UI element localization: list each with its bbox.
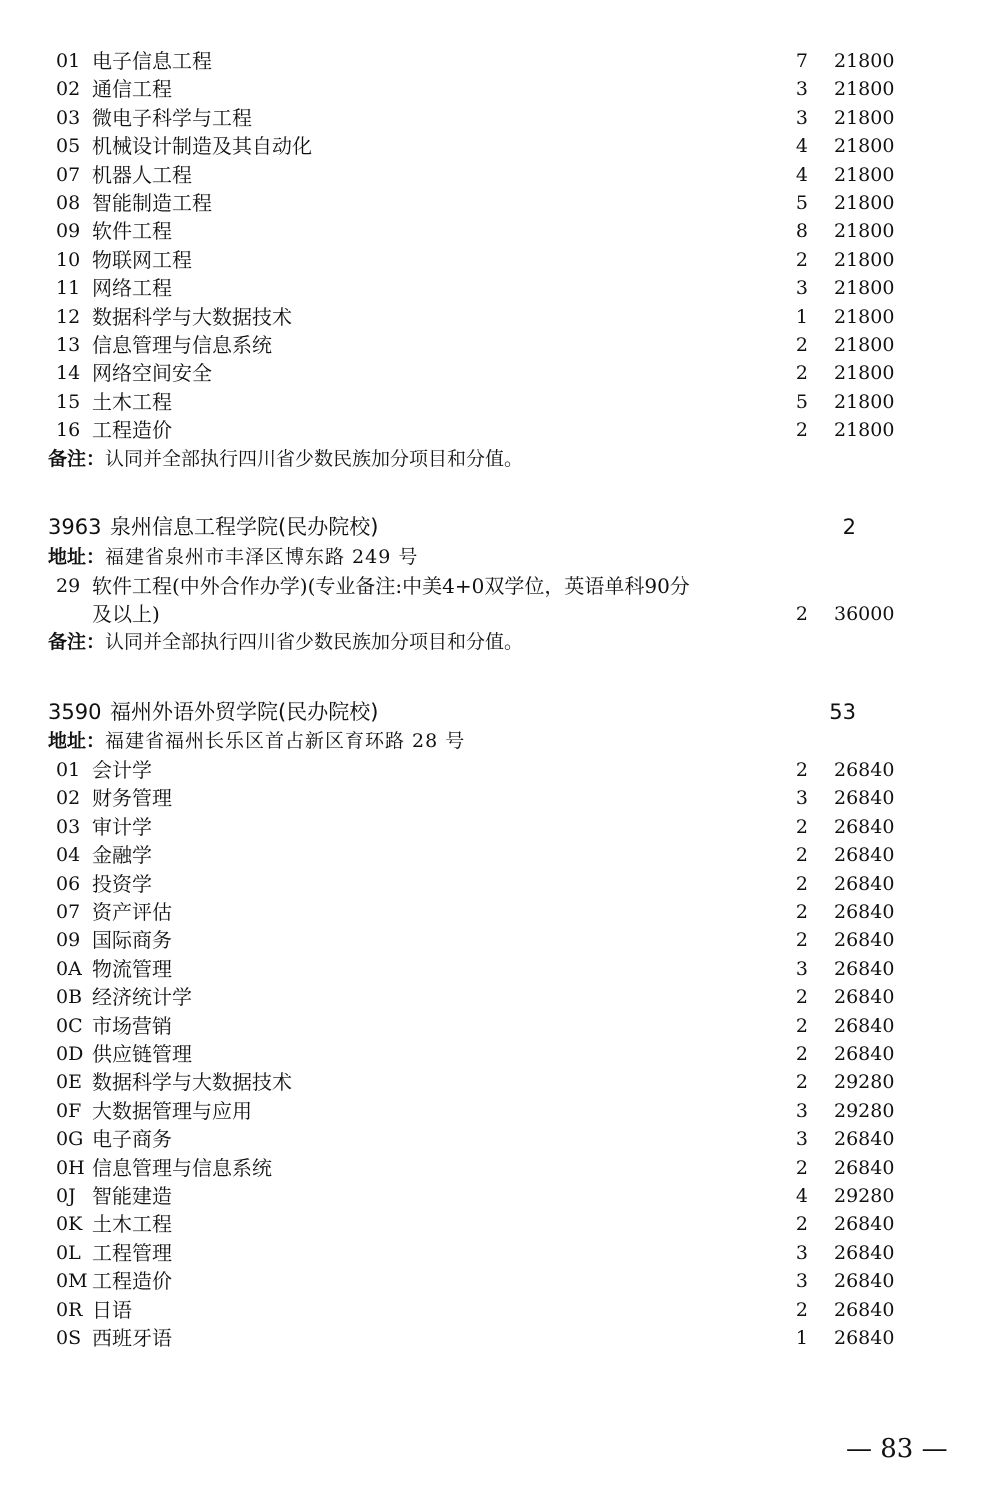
list-item <box>0 1154 1000 1182</box>
major-name: 会计学 <box>92 758 152 782</box>
list-item <box>0 161 1000 189</box>
major-code: 06 <box>56 872 81 895</box>
plan-count: 2 <box>795 1071 808 1094</box>
address-text: 福建省福州长乐区首占新区育环路 28 号 <box>105 730 466 752</box>
school2-note <box>48 628 523 656</box>
major-name: 土木工程 <box>92 389 172 414</box>
school-header <box>48 511 948 543</box>
major-code: 02 <box>56 787 81 810</box>
list-item <box>0 1097 1000 1125</box>
plan-count: 4 <box>795 163 808 186</box>
tuition-fee: 21800 <box>834 192 895 214</box>
major-name: 投资学 <box>92 871 152 896</box>
major-code: 03 <box>56 815 81 838</box>
list-item <box>0 359 1000 387</box>
plan-count: 2 <box>795 1156 808 1179</box>
plan-count: 3 <box>795 787 808 810</box>
tuition-fee: 26840 <box>834 929 895 952</box>
major-name: 金融学 <box>92 843 152 868</box>
plan-count: 4 <box>795 135 808 158</box>
tuition-fee: 21800 <box>834 362 895 385</box>
note-text: 认同并全部执行四川省少数民族加分项目和分值。 <box>105 631 524 653</box>
tuition-fee: 21800 <box>834 78 895 101</box>
major-code: 0A <box>56 957 82 980</box>
plan-count: 2 <box>795 901 808 923</box>
major-name-line2: 及以上) <box>92 602 160 626</box>
school-code: 3963 <box>48 515 102 539</box>
tuition-fee: 26840 <box>834 844 895 867</box>
list-item <box>0 416 1000 444</box>
tuition-fee: 26840 <box>834 1128 895 1151</box>
major-code: 09 <box>56 220 81 243</box>
list-item <box>0 1040 1000 1068</box>
major-name: 数据科学与大数据技术 <box>92 1070 292 1095</box>
plan-count: 3 <box>795 1270 808 1293</box>
major-code: 0H <box>56 1156 85 1179</box>
list-item <box>0 756 1000 784</box>
list-item <box>0 189 1000 217</box>
list-item <box>0 1210 1000 1238</box>
major-code: 0C <box>56 1014 83 1037</box>
major-code: 0M <box>56 1270 88 1293</box>
major-code: 0K <box>56 1213 83 1236</box>
plan-count: 1 <box>795 1327 808 1349</box>
plan-count: 5 <box>795 390 808 413</box>
major-name: 日语 <box>92 1297 132 1322</box>
major-code: 29 <box>56 575 81 597</box>
major-name: 西班牙语 <box>92 1326 172 1350</box>
major-name: 机器人工程 <box>92 162 192 187</box>
list-item <box>0 1267 1000 1295</box>
tuition-fee: 26840 <box>834 1270 895 1293</box>
plan-count: 4 <box>795 1185 808 1207</box>
plan-count: 2 <box>795 815 808 838</box>
plan-count: 3 <box>795 1241 808 1264</box>
major-name: 网络空间安全 <box>92 361 212 386</box>
major-code: 10 <box>56 248 81 271</box>
major-code: 0G <box>56 1128 84 1151</box>
major-code: 01 <box>56 759 81 781</box>
major-code: 09 <box>56 929 81 952</box>
plan-count: 8 <box>795 220 808 243</box>
plan-count: 3 <box>795 106 808 129</box>
list-item <box>0 1068 1000 1096</box>
list-item <box>0 1012 1000 1040</box>
school-name: 泉州信息工程学院(民办院校) <box>110 515 379 539</box>
list-item <box>0 47 1000 75</box>
major-name: 资产评估 <box>92 900 172 924</box>
page-number: — 83 — <box>846 1434 948 1464</box>
section1-note <box>48 445 523 473</box>
major-name: 通信工程 <box>92 77 172 102</box>
list-item <box>0 841 1000 869</box>
school-address <box>48 543 418 571</box>
note-label: 备注： <box>48 631 106 653</box>
major-code: 03 <box>56 106 81 129</box>
tuition-fee: 26840 <box>834 1213 895 1236</box>
plan-count: 2 <box>795 1213 808 1236</box>
major-code: 0E <box>56 1071 82 1094</box>
list-item <box>0 388 1000 416</box>
list-item <box>0 955 1000 983</box>
major-code: 01 <box>56 50 81 72</box>
list-item <box>0 1296 1000 1324</box>
address-label: 地址： <box>48 730 106 752</box>
major-name: 软件工程 <box>92 219 172 244</box>
major-name: 大数据管理与应用 <box>92 1098 252 1123</box>
plan-count: 2 <box>795 844 808 867</box>
major-name: 微电子科学与工程 <box>92 105 252 130</box>
major-name: 机械设计制造及其自动化 <box>92 134 312 159</box>
major-name: 物联网工程 <box>92 247 192 272</box>
tuition-fee: 26840 <box>834 1043 895 1065</box>
tuition-fee: 26840 <box>834 815 895 838</box>
major-code: 07 <box>56 901 81 923</box>
plan-count: 2 <box>795 419 808 442</box>
major-name: 审计学 <box>92 814 152 839</box>
list-item <box>0 983 1000 1011</box>
list-item <box>0 217 1000 245</box>
plan-count: 1 <box>795 305 808 328</box>
school-address <box>48 727 465 755</box>
tuition-fee: 29280 <box>834 1099 895 1122</box>
major-name: 信息管理与信息系统 <box>92 1155 272 1180</box>
tuition-fee: 21800 <box>834 248 895 271</box>
major-code: 12 <box>56 305 81 328</box>
tuition-fee: 21800 <box>834 50 895 72</box>
major-name: 土木工程 <box>92 1212 172 1237</box>
plan-count: 2 <box>795 603 808 625</box>
school-total-plan: 53 <box>829 700 856 724</box>
list-item <box>0 104 1000 132</box>
tuition-fee: 21800 <box>834 305 895 328</box>
major-code: 13 <box>56 334 81 356</box>
note-label: 备注： <box>48 448 106 470</box>
tuition-fee: 26840 <box>834 872 895 895</box>
tuition-fee: 26840 <box>834 1241 895 1264</box>
major-code: 07 <box>56 163 81 186</box>
school-code: 3590 <box>48 700 102 724</box>
major-code: 05 <box>56 135 81 158</box>
major-code: 0L <box>56 1241 81 1264</box>
major-code: 16 <box>56 419 81 442</box>
plan-count: 2 <box>795 1014 808 1037</box>
tuition-fee: 26840 <box>834 1327 895 1349</box>
major-name: 网络工程 <box>92 276 172 301</box>
major-name: 电子信息工程 <box>92 49 212 73</box>
major-code: 08 <box>56 192 81 214</box>
school-total-plan: 2 <box>842 515 856 539</box>
tuition-fee: 29280 <box>834 1185 895 1207</box>
major-code: 0R <box>56 1298 83 1321</box>
plan-count: 3 <box>795 277 808 300</box>
plan-count: 7 <box>795 50 808 72</box>
plan-count: 2 <box>795 248 808 271</box>
plan-count: 3 <box>795 78 808 101</box>
major-name: 工程造价 <box>92 418 172 443</box>
major-name: 物流管理 <box>92 956 172 981</box>
tuition-fee: 21800 <box>834 135 895 158</box>
address-label: 地址： <box>48 546 106 568</box>
major-code: 15 <box>56 390 81 413</box>
major-code: 11 <box>56 277 81 300</box>
major-name: 电子商务 <box>92 1127 172 1152</box>
tuition-fee: 21800 <box>834 106 895 129</box>
major-name: 智能制造工程 <box>92 191 212 215</box>
list-item <box>0 1182 1000 1210</box>
list-item <box>0 784 1000 812</box>
list-item <box>0 813 1000 841</box>
tuition-fee: 21800 <box>834 419 895 442</box>
major-name-line1: 软件工程(中外合作办学)(专业备注:中美4+0双学位，英语单科90分 <box>92 574 690 598</box>
major-name: 财务管理 <box>92 786 172 811</box>
plan-count: 2 <box>795 1298 808 1321</box>
major-name: 智能建造 <box>92 1184 172 1208</box>
major-name: 工程管理 <box>92 1240 172 1265</box>
major-name: 信息管理与信息系统 <box>92 333 272 357</box>
plan-count: 3 <box>795 1128 808 1151</box>
list-item <box>0 246 1000 274</box>
plan-count: 2 <box>795 929 808 952</box>
school-name: 福州外语外贸学院(民办院校) <box>110 700 379 724</box>
major-name: 工程造价 <box>92 1269 172 1294</box>
list-item <box>0 1324 1000 1352</box>
tuition-fee: 36000 <box>834 603 895 625</box>
list-item <box>0 926 1000 954</box>
major-name: 市场营销 <box>92 1013 172 1038</box>
plan-count: 2 <box>795 362 808 385</box>
plan-count: 2 <box>795 759 808 781</box>
tuition-fee: 26840 <box>834 1014 895 1037</box>
plan-count: 2 <box>795 1043 808 1065</box>
tuition-fee: 21800 <box>834 163 895 186</box>
major-name: 国际商务 <box>92 928 172 953</box>
plan-count: 2 <box>795 334 808 356</box>
major-code: 0S <box>56 1327 82 1349</box>
list-item <box>0 274 1000 302</box>
note-text: 认同并全部执行四川省少数民族加分项目和分值。 <box>105 448 524 470</box>
list-item <box>0 898 1000 926</box>
tuition-fee: 21800 <box>834 220 895 243</box>
major-code: 02 <box>56 78 81 101</box>
tuition-fee: 26840 <box>834 787 895 810</box>
tuition-fee: 26840 <box>834 759 895 781</box>
tuition-fee: 26840 <box>834 1156 895 1179</box>
major-name: 供应链管理 <box>92 1042 192 1066</box>
list-item <box>0 303 1000 331</box>
tuition-fee: 21800 <box>834 390 895 413</box>
major-code: 14 <box>56 362 81 385</box>
major-name: 数据科学与大数据技术 <box>92 304 292 329</box>
plan-count: 2 <box>795 986 808 1009</box>
major-name: 经济统计学 <box>92 985 192 1010</box>
list-item <box>0 572 1000 628</box>
plan-count: 5 <box>795 192 808 214</box>
plan-count: 3 <box>795 957 808 980</box>
tuition-fee: 26840 <box>834 901 895 923</box>
major-code: 0J <box>56 1185 76 1207</box>
list-item <box>0 870 1000 898</box>
tuition-fee: 21800 <box>834 277 895 300</box>
address-text: 福建省泉州市丰泽区博东路 249 号 <box>105 546 419 568</box>
major-code: 0D <box>56 1043 84 1065</box>
school-header <box>48 696 948 728</box>
list-item <box>0 75 1000 103</box>
major-code: 04 <box>56 844 81 867</box>
list-item <box>0 1125 1000 1153</box>
list-item <box>0 331 1000 359</box>
tuition-fee: 29280 <box>834 1071 895 1094</box>
tuition-fee: 26840 <box>834 1298 895 1321</box>
plan-count: 2 <box>795 872 808 895</box>
plan-count: 3 <box>795 1099 808 1122</box>
list-item <box>0 132 1000 160</box>
list-item <box>0 1239 1000 1267</box>
tuition-fee: 26840 <box>834 986 895 1009</box>
major-code: 0B <box>56 986 83 1009</box>
major-code: 0F <box>56 1099 82 1122</box>
tuition-fee: 21800 <box>834 334 895 356</box>
tuition-fee: 26840 <box>834 957 895 980</box>
